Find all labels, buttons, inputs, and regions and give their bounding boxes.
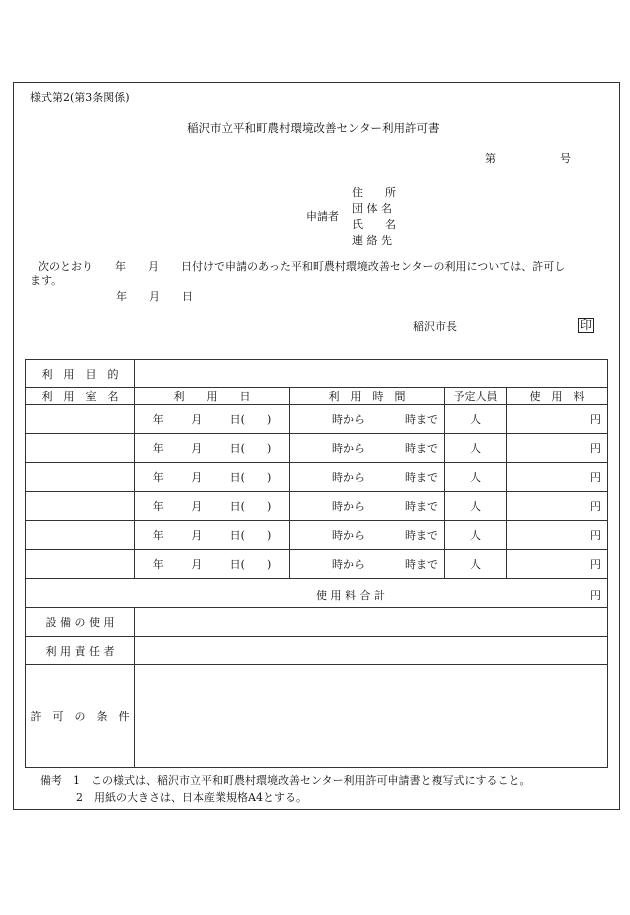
note-number-2: 2: [76, 791, 83, 804]
purpose-label: 利 用 目 的: [26, 360, 135, 388]
applicant-field-name: 氏 名: [352, 218, 396, 231]
day-unit: 日( ): [229, 529, 272, 542]
time-until: 時まで: [405, 413, 438, 426]
equipment-value[interactable]: [135, 608, 608, 637]
date-cell[interactable]: [135, 463, 290, 492]
year-unit: 年: [152, 471, 164, 484]
total-row: [26, 579, 608, 608]
time-header: 利 用 時 間: [290, 388, 445, 405]
month-unit: 月: [191, 500, 203, 513]
time-from: 時から: [332, 500, 365, 513]
people-cell[interactable]: [445, 492, 507, 521]
yen-unit: 円: [590, 558, 601, 571]
people-cell[interactable]: [445, 463, 507, 492]
people-unit: 人: [470, 442, 481, 455]
day-unit: 日( ): [229, 500, 272, 513]
applicant-field-address: 住 所: [352, 186, 396, 199]
yen-unit: 円: [590, 471, 601, 484]
time-from: 時から: [332, 529, 365, 542]
issuer-name: 稲沢市長: [413, 320, 457, 333]
equipment-label: 設 備 の 使 用: [26, 608, 135, 637]
time-from: 時から: [332, 558, 365, 571]
room-cell[interactable]: [26, 463, 135, 492]
applicant-label: 申請者: [306, 210, 339, 223]
notes-label: 備考: [40, 774, 62, 787]
day-unit: 日( ): [229, 471, 272, 484]
time-cell[interactable]: [290, 463, 445, 492]
time-cell[interactable]: [290, 434, 445, 463]
fee-cell[interactable]: [507, 492, 608, 521]
people-unit: 人: [470, 500, 481, 513]
month-unit: 月: [191, 442, 203, 455]
table-row: [26, 521, 608, 550]
time-cell[interactable]: [290, 405, 445, 434]
people-cell[interactable]: [445, 521, 507, 550]
fee-cell[interactable]: [507, 463, 608, 492]
conditions-value[interactable]: [135, 665, 608, 768]
people-unit: 人: [470, 529, 481, 542]
time-from: 時から: [332, 413, 365, 426]
people-unit: 人: [470, 413, 481, 426]
table-row: [26, 463, 608, 492]
time-cell[interactable]: [290, 492, 445, 521]
issue-date: 年 月 日: [116, 290, 193, 303]
people-unit: 人: [470, 558, 481, 571]
date-cell[interactable]: [135, 405, 290, 434]
fee-total-label: 使 用 料 合 計: [316, 589, 385, 602]
permit-number-go: 号: [560, 152, 571, 165]
year-unit: 年: [152, 529, 164, 542]
people-header: 予定人員: [445, 388, 507, 405]
note-text-2: 用紙の大きさは、日本産業規格A4とする。: [94, 791, 307, 804]
permit-number-dai: 第: [485, 152, 496, 165]
applicant-field-group: 団 体 名: [352, 202, 392, 215]
time-until: 時まで: [405, 500, 438, 513]
yen-unit: 円: [590, 529, 601, 542]
body-text-line2: ます。: [30, 274, 63, 287]
room-cell[interactable]: [26, 434, 135, 463]
applicant-field-contact: 連 絡 先: [352, 234, 392, 247]
purpose-value[interactable]: [135, 360, 608, 388]
room-cell[interactable]: [26, 405, 135, 434]
time-from: 時から: [332, 471, 365, 484]
table-row: [26, 550, 608, 579]
note-item-1: [40, 772, 531, 789]
room-cell[interactable]: [26, 550, 135, 579]
day-unit: 日( ): [229, 413, 272, 426]
equipment-row: [26, 608, 608, 637]
notes: [40, 772, 531, 806]
fee-cell[interactable]: [507, 550, 608, 579]
fee-total-unit: 円: [590, 589, 601, 602]
day-unit: 日( ): [229, 442, 272, 455]
yen-unit: 円: [590, 413, 601, 426]
responsible-label: 利 用 責 任 者: [26, 637, 135, 665]
time-from: 時から: [332, 442, 365, 455]
table-row: [26, 405, 608, 434]
yen-unit: 円: [590, 442, 601, 455]
time-until: 時まで: [405, 442, 438, 455]
note-item-2: [40, 789, 531, 806]
time-cell[interactable]: [290, 521, 445, 550]
time-until: 時まで: [405, 529, 438, 542]
people-cell[interactable]: [445, 434, 507, 463]
note-text-1: この様式は、稲沢市立平和町農村環境改善センター利用許可申請書と複写式にすること。: [91, 774, 531, 787]
people-unit: 人: [470, 471, 481, 484]
responsible-row: [26, 637, 608, 665]
table-row: [26, 492, 608, 521]
conditions-row: [26, 665, 608, 768]
seal-mark: 印: [580, 318, 593, 332]
day-unit: 日( ): [229, 558, 272, 571]
note-number-1: 1: [73, 774, 80, 787]
year-unit: 年: [152, 413, 164, 426]
people-cell[interactable]: [445, 405, 507, 434]
people-cell[interactable]: [445, 550, 507, 579]
fee-cell[interactable]: [507, 434, 608, 463]
header-row: [26, 388, 608, 405]
date-cell[interactable]: [135, 434, 290, 463]
fee-cell[interactable]: [507, 521, 608, 550]
fee-total-cell[interactable]: [26, 579, 608, 608]
usage-table: [25, 359, 608, 768]
conditions-label: 許 可 の 条 件: [26, 665, 135, 768]
month-unit: 月: [191, 529, 203, 542]
document-title: 稲沢市立平和町農村環境改善センター利用許可書: [187, 121, 440, 135]
year-unit: 年: [152, 558, 164, 571]
room-header: 利 用 室 名: [26, 388, 135, 405]
date-cell[interactable]: [135, 550, 290, 579]
month-unit: 月: [191, 413, 203, 426]
month-unit: 月: [191, 471, 203, 484]
date-cell[interactable]: [135, 492, 290, 521]
date-header: 利 用 日: [135, 388, 290, 405]
room-cell[interactable]: [26, 521, 135, 550]
time-until: 時まで: [405, 558, 438, 571]
yen-unit: 円: [590, 500, 601, 513]
month-unit: 月: [191, 558, 203, 571]
table-row: [26, 434, 608, 463]
body-text-line1: 次のとおり 年 月 日付けで申請のあった平和町農村環境改善センターの利用については、許可し: [38, 260, 566, 273]
time-cell[interactable]: [290, 550, 445, 579]
fee-header: 使 用 料: [507, 388, 608, 405]
responsible-value[interactable]: [135, 637, 608, 665]
room-cell[interactable]: [26, 492, 135, 521]
purpose-row: [26, 360, 608, 388]
form-number: 様式第2(第3条関係): [30, 91, 130, 104]
date-cell[interactable]: [135, 521, 290, 550]
time-until: 時まで: [405, 471, 438, 484]
year-unit: 年: [152, 442, 164, 455]
fee-cell[interactable]: [507, 405, 608, 434]
year-unit: 年: [152, 500, 164, 513]
